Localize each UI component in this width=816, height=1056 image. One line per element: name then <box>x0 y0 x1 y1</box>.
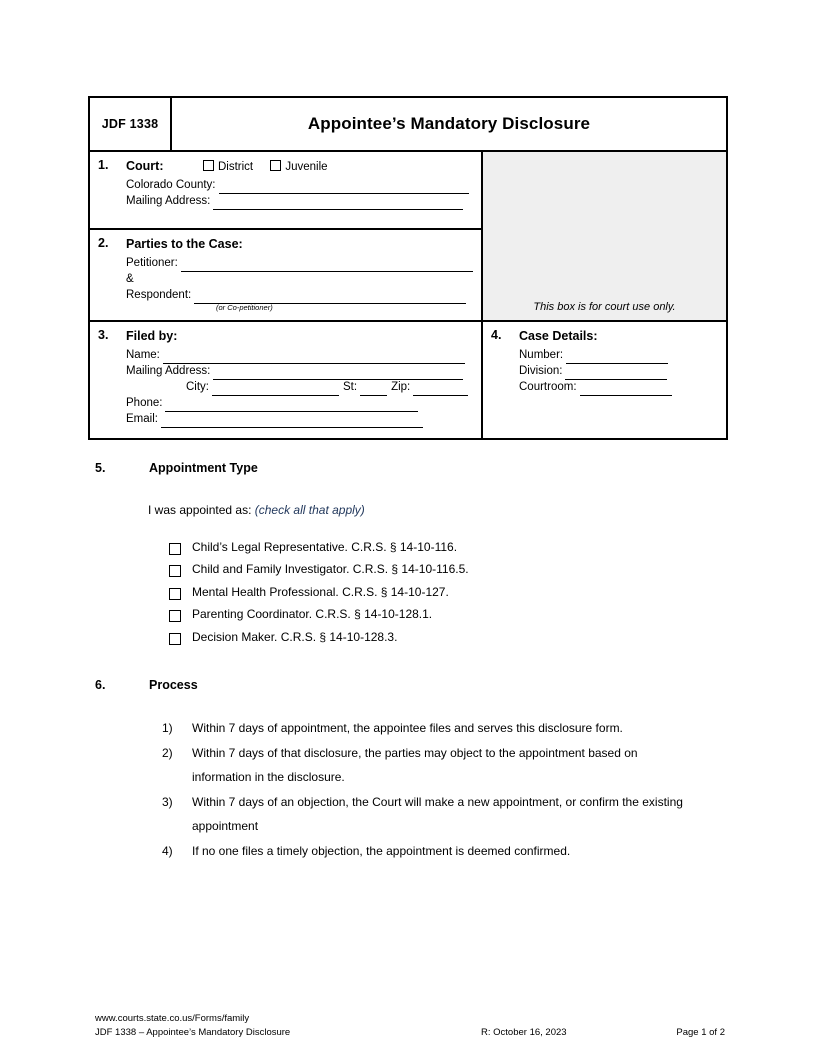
field-mailing-address <box>126 364 473 380</box>
section-court-heading-row <box>126 158 473 175</box>
appointment-type-intro-plain: I was appointed as: <box>148 503 252 517</box>
checkbox-row-childs-legal-representative[interactable] <box>169 540 469 562</box>
field-respondent <box>126 288 473 304</box>
mailing-address-label: Mailing Address: <box>126 365 211 377</box>
court-option-district-label: District <box>217 161 254 173</box>
footer-page-number: Page 1 of 2 <box>676 1027 725 1038</box>
caption-table <box>88 96 728 440</box>
process-item-1-text: Within 7 days of appointment, the appointee files and serves this disclosure form. <box>192 721 623 735</box>
phone-label: Phone: <box>126 397 163 409</box>
process-item-3-text: Within 7 days of an objection, the Court will make a new appointment, or confirm the existing appointment <box>192 794 683 833</box>
case-number-label: Number: <box>519 349 564 361</box>
process-item-4-marker: 4) <box>162 843 173 858</box>
checkbox-child-and-family-investigator-icon[interactable] <box>169 565 181 577</box>
checkbox-mental-health-professional-icon[interactable] <box>169 588 181 600</box>
city-input[interactable] <box>212 382 339 396</box>
list-item <box>162 790 694 839</box>
checkbox-decision-maker-label: Decision Maker. C.R.S. § 14-10-128.3. <box>192 629 398 644</box>
form-number: JDF 1338 <box>101 117 159 131</box>
court-option-juvenile-label: Juvenile <box>285 161 328 173</box>
zip-input[interactable] <box>413 382 468 396</box>
list-item <box>162 741 694 790</box>
email-label: Email: <box>126 413 158 425</box>
section-parties-number: 2. <box>98 236 109 250</box>
checkbox-parenting-coordinator-icon[interactable] <box>169 610 181 622</box>
ampersand: & <box>126 273 134 285</box>
checkbox-mental-health-professional-label: Mental Health Professional. C.R.S. § 14-10-127. <box>192 584 449 599</box>
list-item <box>162 716 694 741</box>
field-court-mailing-address <box>126 194 473 210</box>
field-courtroom <box>519 380 718 396</box>
form-title-cell <box>171 97 727 151</box>
section-court <box>89 151 482 229</box>
title-row <box>89 97 727 151</box>
field-case-number <box>519 348 718 364</box>
section-appointment-type-number: 5. <box>95 461 106 475</box>
court-row <box>89 151 727 229</box>
colorado-county-label: Colorado County: <box>126 179 216 191</box>
court-type-options <box>203 159 342 175</box>
checkbox-row-parenting-coordinator[interactable] <box>169 607 469 629</box>
petitioner-label: Petitioner: <box>126 257 178 269</box>
court-mailing-address-input[interactable] <box>213 196 463 210</box>
section-process-number: 6. <box>95 678 106 692</box>
zip-label: Zip: <box>391 381 411 393</box>
case-number-input[interactable] <box>566 350 668 364</box>
courtroom-label: Courtroom: <box>519 381 577 393</box>
field-city-state-zip <box>186 380 473 396</box>
field-name <box>126 348 473 364</box>
field-phone <box>126 396 473 412</box>
field-email <box>126 412 473 428</box>
court-option-juvenile[interactable] <box>270 161 327 173</box>
process-item-2-marker: 2) <box>162 745 173 760</box>
section-case-details-heading: Case Details: <box>519 329 598 343</box>
checkbox-row-decision-maker[interactable] <box>169 630 469 652</box>
respondent-note: (or Co-petitioner) <box>216 303 273 312</box>
field-division <box>519 364 718 380</box>
email-input[interactable] <box>161 414 423 428</box>
colorado-county-input[interactable] <box>219 180 469 194</box>
process-item-2-text: Within 7 days of that disclosure, the parties may object to the appointment based on information in the disclosure. <box>192 745 638 784</box>
footer-revision: R: October 16, 2023 <box>481 1027 567 1038</box>
form-number-cell <box>89 97 171 151</box>
petitioner-input[interactable] <box>181 258 473 272</box>
process-list <box>162 716 694 863</box>
field-colorado-county <box>126 178 473 194</box>
checkbox-district-icon[interactable] <box>203 160 214 171</box>
section-parties-heading: Parties to the Case: <box>126 237 243 251</box>
name-label: Name: <box>126 349 160 361</box>
checkbox-decision-maker-icon[interactable] <box>169 633 181 645</box>
respondent-input[interactable] <box>194 290 466 304</box>
section-court-heading: Court: <box>126 159 164 173</box>
checkbox-row-mental-health-professional[interactable] <box>169 585 469 607</box>
checkbox-juvenile-icon[interactable] <box>270 160 281 171</box>
ampersand-row <box>126 272 473 288</box>
footer-line <box>95 1026 725 1040</box>
section-case-details-number: 4. <box>491 328 502 342</box>
filed-by-row <box>89 321 727 439</box>
list-item <box>162 839 694 864</box>
checkbox-parenting-coordinator-label: Parenting Coordinator. C.R.S. § 14-10-128.1. <box>192 607 433 622</box>
respondent-label: Respondent: <box>126 289 192 301</box>
checkbox-row-child-and-family-investigator[interactable] <box>169 562 469 584</box>
courtroom-input[interactable] <box>580 382 672 396</box>
court-use-text: This box is for court use only. <box>533 301 676 313</box>
appointment-type-intro <box>148 503 365 517</box>
section-filed-by-number: 3. <box>98 328 109 342</box>
checkbox-childs-legal-representative-label: Child’s Legal Representative. C.R.S. § 14-10-116. <box>192 540 458 554</box>
footer-form-line: JDF 1338 – Appointee’s Mandatory Disclosure <box>95 1027 291 1038</box>
state-input[interactable] <box>360 382 387 396</box>
page-footer <box>95 1012 725 1040</box>
page-title: Appointee’s Mandatory Disclosure <box>307 114 591 133</box>
section-parties <box>89 229 482 321</box>
court-option-district[interactable] <box>203 161 253 173</box>
court-mailing-address-label: Mailing Address: <box>126 195 211 207</box>
process-item-1-marker: 1) <box>162 721 173 735</box>
phone-input[interactable] <box>165 398 418 412</box>
division-label: Division: <box>519 365 563 377</box>
section-filed-by <box>89 321 482 439</box>
section-court-number: 1. <box>98 158 109 172</box>
mailing-address-input[interactable] <box>213 366 463 380</box>
checkbox-child-and-family-investigator-label: Child and Family Investigator. C.R.S. § 14-10-116.5. <box>192 562 469 577</box>
checkbox-childs-legal-representative-icon[interactable] <box>169 543 181 555</box>
footer-url: www.courts.state.co.us/Forms/family <box>95 1013 250 1024</box>
section-filed-by-heading: Filed by: <box>126 329 178 343</box>
field-petitioner <box>126 256 473 272</box>
process-item-3-marker: 3) <box>162 794 173 809</box>
court-use-box <box>482 151 727 321</box>
section-process-title: Process <box>149 678 198 692</box>
appointment-type-intro-italic: (check all that apply) <box>254 503 365 517</box>
division-input[interactable] <box>565 366 667 380</box>
process-item-4-text: If no one files a timely objection, the appointment is deemed confirmed. <box>192 843 571 858</box>
state-label: St: <box>343 381 358 393</box>
city-label: City: <box>186 381 209 393</box>
name-input[interactable] <box>163 350 465 364</box>
section-case-details <box>482 321 727 439</box>
section-appointment-type-title: Appointment Type <box>149 461 258 475</box>
appointment-type-options <box>169 540 469 652</box>
